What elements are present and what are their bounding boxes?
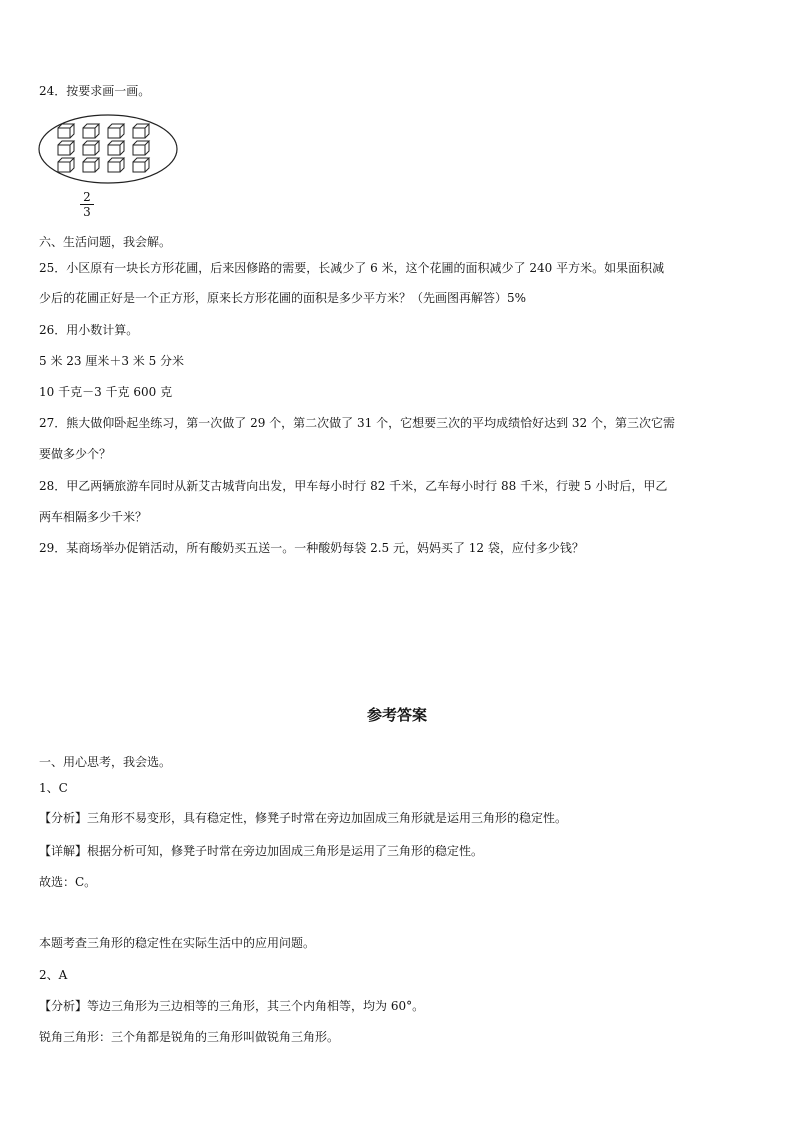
question-25-line-2: 少后的花圃正好是一个正方形，原来长方形花圃的面积是多少平方米？（先画图再解答）5%	[39, 291, 527, 305]
fraction-denominator: 3	[83, 205, 91, 219]
cube-icon	[58, 158, 74, 172]
answer-1-analysis: 【分析】三角形不易变形，具有稳定性，修凳子时常在旁边加固成三角形就是运用三角形的稳定性。	[39, 811, 568, 825]
cube-icon	[133, 158, 149, 172]
ellipse-cubes-figure	[38, 113, 180, 185]
cube-icon	[108, 141, 124, 155]
answer-2-analysis: 【分析】等边三角形为三边相等的三角形，其三个内角相等，均为 60°。	[39, 999, 425, 1013]
answer-key-title: 参考答案	[366, 706, 427, 724]
cube-icon	[108, 158, 124, 172]
question-26: 26．用小数计算。	[39, 323, 139, 337]
cube-icon	[83, 158, 99, 172]
fraction-two-thirds	[80, 190, 94, 219]
answer-1-detail: 【详解】根据分析可知，修凳子时常在旁边加固成三角形是运用了三角形的稳定性。	[39, 844, 484, 858]
fraction-numerator: 2	[80, 190, 94, 205]
cube-group	[58, 124, 149, 172]
question-26-expression-2: 10 千克－3 千克 600 克	[39, 385, 173, 399]
cube-icon	[83, 141, 99, 155]
question-29: 29．某商场举办促销活动，所有酸奶买五送一。一种酸奶每袋 2.5 元，妈妈买了 12 袋，应付多少钱？	[39, 541, 584, 555]
cube-icon	[108, 124, 124, 138]
cube-icon	[58, 124, 74, 138]
question-28-line-2: 两车相隔多少千米？	[39, 510, 148, 524]
answer-2-note: 锐角三角形：三个角都是锐角的三角形叫做锐角三角形。	[39, 1030, 340, 1044]
question-27-line-1: 27．熊大做仰卧起坐练习，第一次做了 29 个，第二次做了 31 个，它想要三次的平均成绩恰好达到 32 个，第三次它需	[39, 416, 675, 430]
cube-icon	[83, 124, 99, 138]
question-25-line-1: 25．小区原有一块长方形花圃，后来因修路的需要，长减少了 6 米，这个花圃的面积减少了 240 平方米。如果面积减	[39, 261, 665, 275]
question-28-line-1: 28．甲乙两辆旅游车同时从新艾古城背向出发，甲车每小时行 82 千米，乙车每小时行 88 千米，行驶 5 小时后，甲乙	[39, 479, 668, 493]
question-24: 24．按要求画一画。	[39, 84, 151, 98]
answer-2: 2、A	[39, 968, 68, 982]
answer-1-choice: 故选：C。	[39, 875, 97, 889]
answer-section-1-heading: 一、用心思考，我会选。	[39, 755, 172, 769]
answer-1-summary: 本题考查三角形的稳定性在实际生活中的应用问题。	[39, 936, 316, 950]
answer-1: 1、C	[39, 781, 68, 795]
question-27-line-2: 要做多少个？	[39, 447, 112, 461]
cube-icon	[58, 141, 74, 155]
cube-icon	[133, 124, 149, 138]
question-26-expression-1: 5 米 23 厘米＋3 米 5 分米	[39, 354, 185, 368]
cube-icon	[133, 141, 149, 155]
section-6-heading: 六、生活问题，我会解。	[39, 235, 172, 249]
